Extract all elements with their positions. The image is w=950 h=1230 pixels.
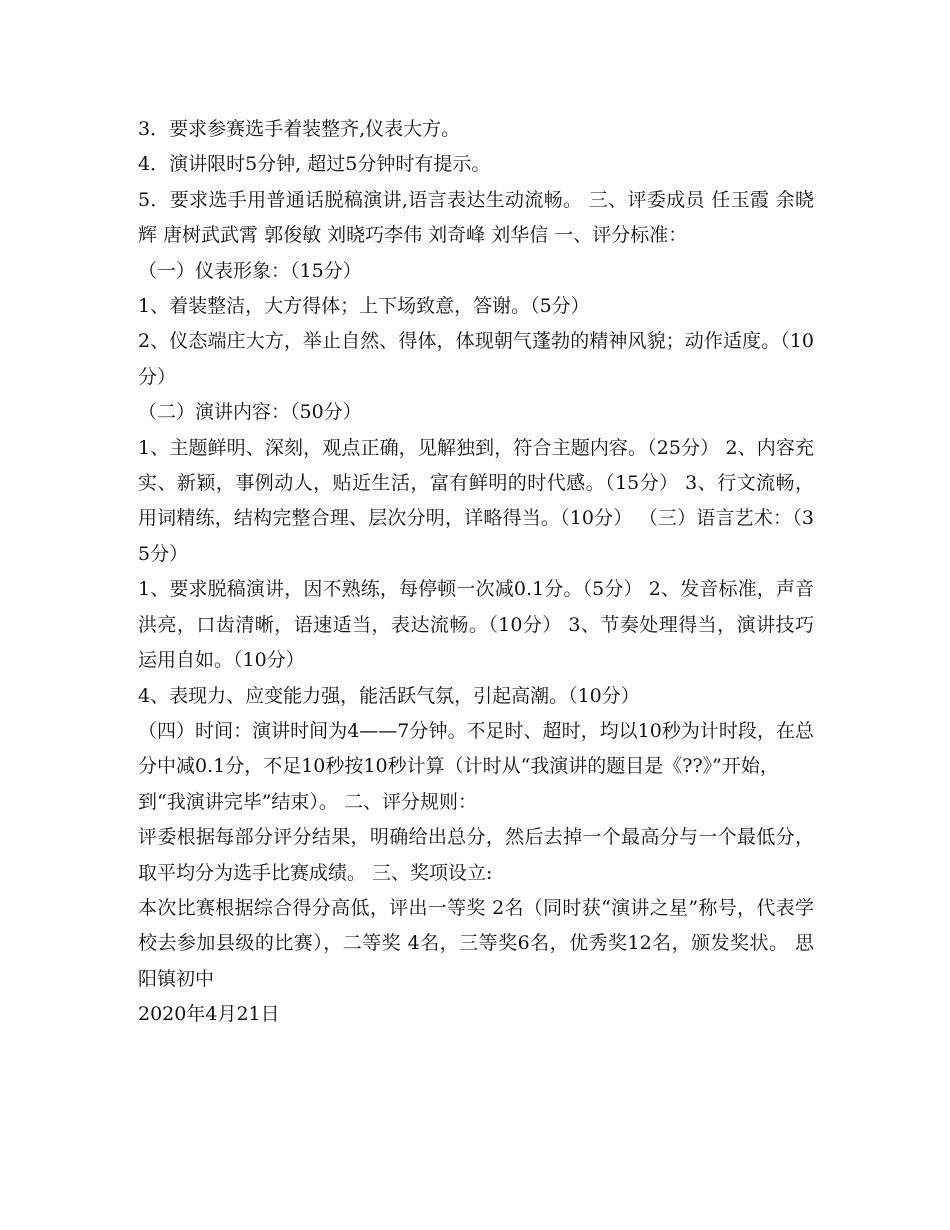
paragraph-awards: 本次比赛根据综合得分高低，评出一等奖 2名（同时获“演讲之星”称号，代表学校去参加县级的比赛），二等奖 4名，三等奖6名，优秀奖12名，颁发奖状。 思阳镇初中 — [138, 896, 814, 990]
paragraph-appearance-2: 2、仪态端庄大方，举止自然、得体，体现朝气蓬勃的精神风貌；动作适度。（10分） — [138, 330, 814, 388]
paragraph-appearance-heading: （一）仪表形象：（15分） — [138, 259, 362, 282]
paragraph-language-4: 4、表现力、应变能力强，能活跃气氛，引起高潮。（10分） — [138, 684, 640, 707]
document-body — [138, 112, 814, 1033]
paragraph-time: （四）时间：演讲时间为4——7分钟。不足时、超时，均以10秒为计时段，在总分中减0.1分，不足10秒按10秒计算（计时从“我演讲的题目是《??》”开始， — [138, 719, 814, 778]
paragraph-rule-5-judges-standards: 5．要求选手用普通话脱稿演讲,语言表达生动流畅。 三、评委成员 任玉霞 余晓辉 唐树武武霄 郭俊敏 刘晓巧李伟 刘奇峰 刘华信 一、评分标准： — [138, 188, 814, 247]
paragraph-time-end-scoring-heading: 到“我演讲完毕”结束）。 二、评分规则： — [138, 790, 477, 813]
paragraph-appearance-1: 1、着装整洁，大方得体；上下场致意，答谢。（5分） — [138, 295, 590, 318]
paragraph-rule-3: 3．要求参赛选手着装整齐,仪表大方。 — [138, 118, 461, 140]
paragraph-date: 2020年4月21日 — [138, 1003, 280, 1026]
paragraph-content-heading: （二）演讲内容：（50分） — [138, 401, 362, 424]
paragraph-language-items: 1、要求脱稿演讲，因不熟练，每停顿一次减0.1分。（5分） 2、发音标准，声音洪亮，口齿清晰，语速适当，表达流畅。（10分） 3、节奏处理得当，演讲技巧运用自如。（10分） — [138, 578, 814, 672]
paragraph-rule-4: 4．演讲限时5分钟, 超过5分钟时有提示。 — [138, 153, 491, 176]
paragraph-scoring-rules: 评委根据每部分评分结果，明确给出总分，然后去掉一个最高分与一个最低分，取平均分为选手比赛成绩。 三、奖项设立: — [138, 826, 814, 884]
paragraph-content-items: 1、主题鲜明、深刻，观点正确，见解独到，符合主题内容。（25分） 2、内容充实、新颖，事例动人，贴近生活，富有鲜明的时代感。（15分） 3、行文流畅，用词精练，结构完整合理、层次分明，详略得当。（10分） （三）语言艺术：（35分） — [138, 436, 814, 565]
